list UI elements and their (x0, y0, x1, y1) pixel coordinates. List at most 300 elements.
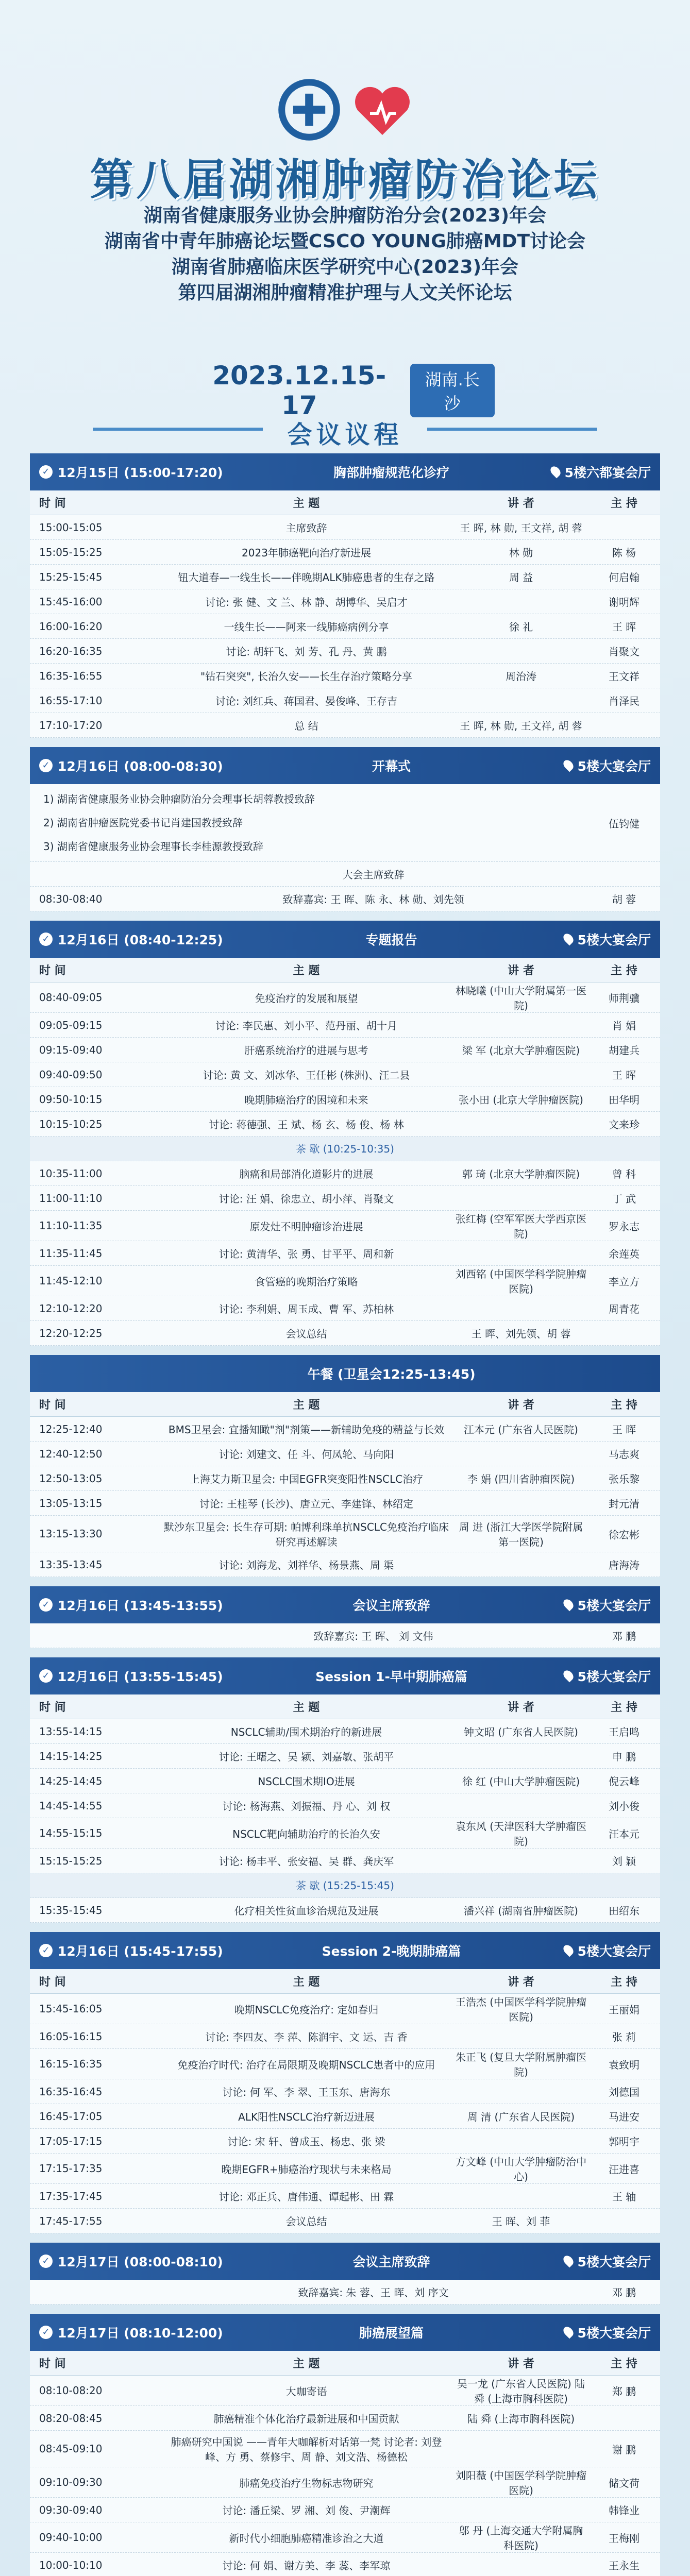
section-date (39, 1667, 287, 1685)
row-speaker: 袁东风 (天津医科大学肿瘤医院) (455, 1820, 587, 1848)
row-topic: 讨论: 黄 文、刘冰华、王任彬 (株洲)、汪二县 (203, 1069, 410, 1081)
row-time: 16:35-16:55 (39, 669, 103, 682)
section-header (30, 453, 660, 490)
table-row (30, 2104, 660, 2129)
subtitle-2: 湖南省中青年肺癌论坛暨CSCO YOUNG肺癌MDT讨论会 (104, 231, 586, 252)
row-speaker: 林 勋 (509, 547, 533, 559)
section (30, 2243, 660, 2304)
row-host: 汪进喜 (609, 2163, 639, 2176)
row-time: 13:05-13:15 (39, 1497, 103, 1510)
row-speaker: 潘兴祥 (湖南省肿瘤医院) (464, 1905, 578, 1917)
row-time: 13:15-13:30 (39, 1528, 103, 1540)
table-row (30, 1112, 660, 1137)
row-time: 15:00-15:05 (39, 521, 103, 534)
center-row (30, 862, 660, 887)
location-icon (548, 465, 562, 479)
table-row (30, 1417, 660, 1442)
row-topic: 晚期肺癌治疗的困境和未来 (244, 1094, 368, 1106)
section-room (496, 463, 651, 481)
section-date (39, 463, 287, 481)
section (30, 2314, 660, 2576)
section-room (496, 2252, 651, 2270)
col-topic: 主 题 (293, 1701, 320, 1714)
table-row (30, 1211, 660, 1241)
section-topic: 会议主席致辞 (352, 1598, 430, 1613)
section-room (496, 1596, 651, 1614)
check-icon: ✓ (39, 1669, 53, 1683)
row-topic: 肺癌研究中国说 ——青年大咖解析对话第一梵 讨论者: 刘登峰、方 勇、蔡修宇、周 静、刘文浩、杨德松 (171, 2436, 442, 2463)
row-time: 12:10-12:20 (39, 1302, 103, 1315)
row-topic: 讨论: 黄清华、张 勇、甘平平、周和新 (218, 1248, 394, 1260)
col-speaker: 讲 者 (508, 964, 534, 977)
row-speaker: 朱正飞 (复旦大学附属肿瘤医院) (455, 2051, 587, 2078)
row-time: 14:25-14:45 (39, 1774, 103, 1787)
location-icon (561, 1943, 575, 1957)
row-host: 储文荷 (609, 2477, 639, 2489)
row-speaker: 王 晖、刘先领、胡 蓉 (471, 1328, 571, 1340)
row-host: 汪本元 (609, 1827, 639, 1840)
row-topic: 会议总结 (285, 1328, 327, 1340)
row-host: 胡 蓉 (612, 893, 636, 906)
section-header (30, 2243, 660, 2280)
row-speaker: 方文峰 (中山大学肿瘤防治中心) (455, 2156, 587, 2183)
section-topic: 开幕式 (372, 759, 411, 774)
section-header (30, 1657, 660, 1694)
city-tag: 湖南.长沙 (410, 364, 495, 417)
row-host: 申 鹏 (612, 1751, 636, 1763)
table-row (30, 2209, 660, 2233)
row-host: 丁 武 (612, 1193, 636, 1205)
row-topic: NSCLC辅助/围术期治疗的新进展 (230, 1726, 382, 1738)
row-time: 15:15-15:25 (39, 1854, 103, 1867)
section-room (496, 1941, 651, 1960)
row-speaker: 周治涛 (506, 670, 536, 683)
row-host: 谢 鹏 (612, 2443, 636, 2456)
section-topic: 会议主席致辞 (352, 2255, 430, 2269)
row-topic: NSCLC围术期IO进展 (258, 1775, 355, 1788)
date-text: 2023.12.15-17 (212, 361, 386, 420)
table-row (30, 1038, 660, 1062)
table-row (30, 2024, 660, 2049)
row-topic: 讨论: 杨丰平、张安福、吴 群、龚庆军 (218, 1855, 394, 1868)
section-header (30, 1932, 660, 1969)
row-speaker: 周 清 (广东省人民医院) (467, 2111, 575, 2123)
row-topic: 讨论: 王曙之、吴 颖、刘嘉敏、张胡平 (218, 1751, 394, 1763)
break-row: 茶 歇 (10:25-10:35) (30, 1137, 660, 1161)
row-topic: ALK阳性NSCLC治疗新迈进展 (238, 2111, 375, 2123)
col-host: 主 持 (611, 1399, 637, 1412)
row-time: 15:05-15:25 (39, 546, 103, 558)
row-time: 10:35-11:00 (39, 1167, 103, 1180)
row-speaker: 吴一龙 (广东省人民医院) 陆 舜 (上海市胸科医院) (457, 2378, 585, 2405)
row-topic: 讨论: 蒋德强、王 斌、杨 玄、杨 俊、杨 林 (209, 1118, 404, 1131)
row-speaker: 刘西铭 (中国医学科学院肿瘤医院) (455, 1268, 587, 1295)
row-time: 16:15-16:35 (39, 2058, 103, 2070)
row-time: 16:45-17:05 (39, 2110, 103, 2123)
row-topic: 会议总结 (285, 2215, 327, 2228)
row-topic: 2023年肺癌靶向治疗新进展 (242, 547, 371, 559)
location-icon (561, 1598, 575, 1612)
row-time: 11:45-12:10 (39, 1275, 103, 1287)
row-speaker: 钟文昭 (广东省人民医院) (464, 1726, 578, 1738)
row-host: 田华明 (609, 1094, 639, 1106)
row-topic: 讨论: 张 健、文 兰、林 静、胡博华、吴启才 (205, 596, 408, 608)
col-speaker: 讲 者 (508, 1976, 534, 1989)
location-icon (561, 2254, 575, 2268)
section-header (30, 1586, 660, 1623)
row-topic: 脑癌和局部消化道影片的进展 (239, 1168, 374, 1180)
section-room (496, 1667, 651, 1685)
room-text: 5楼大宴会厅 (577, 2255, 651, 2269)
row-speaker: 郭 琦 (北京大学肿瘤医院) (462, 1168, 580, 1180)
row-time: 14:15-14:25 (39, 1750, 103, 1762)
row-host: 张乐黎 (609, 1473, 639, 1485)
col-speaker: 讲 者 (508, 1399, 534, 1412)
row-time: 14:55-15:15 (39, 1827, 103, 1839)
table-row (30, 2376, 660, 2406)
row-topic: 讨论: 汪 娟、徐忠立、胡小萍、肖聚文 (218, 1193, 394, 1205)
col-host: 主 持 (611, 1976, 637, 1989)
row-speaker: 徐 红 (中山大学肿瘤医院) (462, 1775, 580, 1788)
table-row (30, 1013, 660, 1038)
row-topic: 晚期EGFR+肺癌治疗现状与未来格局 (221, 2163, 392, 2176)
row-time: 15:35-15:45 (39, 1904, 103, 1917)
room-text: 5楼大宴会厅 (577, 1598, 651, 1613)
row-host: 刘小俊 (609, 1800, 639, 1812)
section (30, 1932, 660, 2233)
row-topic: 肝癌系统治疗的进展与思考 (244, 1044, 368, 1057)
row-host: 王 晖 (612, 1423, 636, 1436)
row-topic: 上海艾力斯卫星会: 中国EGFR突变阳性NSCLC治疗 (189, 1473, 424, 1485)
row-speaker: 周 益 (509, 571, 533, 584)
row-topic: 讨论: 何 军、李 翠、王玉东、唐海东 (222, 2086, 391, 2098)
row-speaker: 邬 丹 (上海交通大学附属胸科医院) (459, 2524, 583, 2552)
center-text: 致辞嘉宾: 王 晖、陈 永、林 勋、刘先领 (282, 893, 464, 906)
row-topic: 讨论: 王桂琴 (长沙)、唐立元、李建锋、林绍定 (199, 1498, 414, 1510)
row-topic: 免疫治疗的发展和展望 (255, 992, 358, 1005)
note-line: 2) 湖南省肿瘤医院党委书记肖建国教授致辞 (43, 817, 243, 829)
row-speaker: 李 娟 (四川省肿瘤医院) (467, 1473, 575, 1485)
row-host: 陈 杨 (612, 547, 636, 559)
row-host: 肖聚文 (609, 646, 639, 658)
room-text: 5楼大宴会厅 (577, 1944, 651, 1959)
row-speaker: 刘阳薇 (中国医学科学院肿瘤医院) (455, 2469, 587, 2497)
row-host: 王 晖 (612, 621, 636, 633)
schedule (30, 453, 660, 2576)
table-row (30, 1744, 660, 1769)
row-time: 09:15-09:40 (39, 1043, 103, 1056)
section-room (496, 2323, 651, 2342)
table-header (30, 490, 660, 515)
row-time: 17:15-17:35 (39, 2162, 103, 2175)
section-date (39, 2323, 287, 2342)
table-row (30, 1818, 660, 1849)
location-icon (561, 758, 575, 772)
row-host: 邓 鹏 (612, 2286, 636, 2299)
table-row (30, 1466, 660, 1491)
section-topic: 胸部肿瘤规范化诊疗 (333, 465, 449, 480)
main-title: 第八届湖湘肿瘤防治论坛 (90, 155, 600, 205)
center-row (30, 1623, 660, 1648)
table-row (30, 1994, 660, 2024)
location-icon (561, 2325, 575, 2339)
note-line: 3) 湖南省健康服务业协会理事长李桂源教授致辞 (43, 840, 263, 853)
row-topic: 晚期NSCLC免疫治疗: 定如春归 (234, 2003, 379, 2016)
table-row (30, 1552, 660, 1577)
row-topic: 化疗相关性贫血诊治规范及进展 (234, 1905, 379, 1917)
row-time: 12:50-13:05 (39, 1472, 103, 1485)
row-speaker: 梁 军 (北京大学肿瘤医院) (462, 1044, 580, 1057)
row-host: 谢明辉 (609, 596, 639, 608)
row-time: 08:40-09:05 (39, 991, 103, 1004)
row-topic: 讨论: 胡轩飞、刘 芳、孔 丹、黄 鹏 (226, 646, 387, 658)
note-line: 1) 湖南省健康服务业协会肿瘤防治分会理事长胡蓉教授致辞 (43, 793, 315, 805)
check-icon: ✓ (39, 1598, 53, 1612)
row-time: 09:40-10:00 (39, 2531, 103, 2544)
check-icon: ✓ (39, 933, 53, 946)
col-time: 时 间 (39, 1399, 66, 1412)
table-row (30, 1241, 660, 1266)
section (30, 921, 660, 1346)
row-time: 08:30-08:40 (39, 892, 103, 905)
row-topic: 肺癌精准个体化治疗最新进展和中国贡献 (213, 2413, 399, 2425)
section-date-text: 12月15日 (15:00-17:20) (58, 465, 223, 480)
row-topic: 新时代小细胞肺癌精准诊治之大道 (229, 2532, 384, 2545)
col-host: 主 持 (611, 1701, 637, 1714)
table-header (30, 1694, 660, 1719)
row-time: 14:45-14:55 (39, 1799, 103, 1812)
row-host: 徐宏彬 (609, 1528, 639, 1541)
row-host: 王梅刚 (609, 2532, 639, 2545)
row-host: 刘 颖 (612, 1855, 636, 1868)
row-topic: 总 结 (294, 720, 318, 732)
col-host: 主 持 (611, 497, 637, 510)
section-header (30, 1355, 660, 1392)
center-text: 致辞嘉宾: 朱 蓉、王 晖、刘 序文 (298, 2286, 449, 2299)
table-row (30, 1296, 660, 1321)
table-row (30, 515, 660, 540)
row-host: 邓 鹏 (612, 1630, 636, 1642)
row-topic: 主席致辞 (285, 522, 327, 534)
table-row (30, 2431, 660, 2467)
table-row (30, 1516, 660, 1552)
table-row (30, 614, 660, 639)
table-row (30, 2522, 660, 2553)
row-time: 12:25-12:40 (39, 1422, 103, 1435)
section-date-text: 12月16日 (15:45-17:55) (58, 1944, 223, 1959)
table-row (30, 1087, 660, 1112)
section (30, 747, 660, 911)
row-host: 李立方 (609, 1275, 639, 1288)
table-row (30, 1062, 660, 1087)
row-topic: 讨论: 刘红兵、蒋国君、晏俊峰、王存吉 (215, 695, 398, 707)
col-time: 时 间 (39, 1976, 66, 1989)
row-speaker: 徐 礼 (509, 621, 533, 633)
table-row (30, 540, 660, 565)
row-host: 王文祥 (609, 670, 639, 683)
row-time: 17:45-17:55 (39, 2214, 103, 2227)
row-host: 王丽娟 (609, 2003, 639, 2016)
row-topic: 讨论: 李四友、李 萍、陈润宇、文 运、吉 香 (205, 2031, 408, 2043)
row-topic: 讨论: 潘丘梁、罗 湘、刘 俊、尹潮辉 (222, 2504, 391, 2517)
row-host: 余莲英 (609, 1248, 639, 1260)
col-time: 时 间 (39, 964, 66, 977)
section-header (30, 2314, 660, 2351)
row-topic: 讨论: 李民惠、刘小平、范丹丽、胡十月 (215, 1020, 398, 1032)
col-topic: 主 题 (293, 1976, 320, 1989)
row-time: 17:10-17:20 (39, 719, 103, 732)
row-topic: 讨论: 宋 轩、曾成玉、杨忠、张 梁 (227, 2136, 385, 2148)
heart-logo-icon (350, 82, 414, 138)
table-row (30, 1769, 660, 1793)
row-host: 韩锋业 (609, 2504, 639, 2517)
row-host: 王启鸣 (609, 1726, 639, 1738)
table-row (30, 589, 660, 614)
col-speaker: 讲 者 (508, 1701, 534, 1714)
row-topic: 讨论: 刘海龙、刘祥华、杨景燕、周 渠 (218, 1559, 394, 1571)
col-topic: 主 题 (293, 964, 320, 977)
row-time: 08:45-09:10 (39, 2443, 103, 2455)
row-topic: 讨论: 何 娟、谢方美、李 蕊、李军琼 (222, 2560, 391, 2572)
row-topic: 讨论: 邓正兵、唐伟通、谭起彬、田 霖 (218, 2191, 394, 2203)
location-icon (561, 932, 575, 946)
check-icon: ✓ (39, 2326, 53, 2339)
row-topic: 讨论: 刘建文、任 斗、何凤轮、马向阳 (218, 1448, 394, 1461)
row-topic: "钻石突突", 长治久安——长生存治疗策略分享 (200, 670, 413, 683)
table-row (30, 2406, 660, 2431)
notes (30, 784, 588, 861)
row-time: 12:20-12:25 (39, 1327, 103, 1340)
row-host: 郭明宇 (609, 2136, 639, 2148)
section-header (30, 921, 660, 958)
table-row (30, 1719, 660, 1744)
row-time: 11:10-11:35 (39, 1219, 103, 1232)
check-icon: ✓ (39, 759, 53, 772)
center-text: 致辞嘉宾: 王 晖、 刘 文伟 (313, 1630, 433, 1642)
subtitle-3: 湖南省肺癌临床医学研究中心(2023)年会 (171, 257, 519, 278)
table-row (30, 2129, 660, 2154)
table-row (30, 713, 660, 738)
section-room (496, 930, 651, 948)
row-time: 11:35-11:45 (39, 1247, 103, 1260)
table-row (30, 664, 660, 688)
row-time: 17:35-17:45 (39, 2190, 103, 2202)
row-host: 何启翰 (609, 571, 639, 584)
section-topic: Session 1-早中期肺癌篇 (315, 1669, 467, 1684)
section (30, 1586, 660, 1648)
section-date-text: 12月17日 (08:00-08:10) (58, 2255, 223, 2269)
row-time: 08:20-08:45 (39, 2412, 103, 2425)
col-host: 主 持 (611, 964, 637, 977)
row-time: 13:35-13:45 (39, 1558, 103, 1571)
row-host: 唐海涛 (609, 1559, 639, 1571)
check-icon: ✓ (39, 1944, 53, 1957)
room-text: 5楼大宴会厅 (577, 1669, 651, 1684)
row-speaker: 周 进 (浙江大学医学院附属第一医院) (459, 1521, 583, 1548)
table-row (30, 2079, 660, 2104)
section (30, 1355, 660, 1577)
row-time: 16:55-17:10 (39, 694, 103, 707)
section-date-text: 12月16日 (08:40-12:25) (58, 933, 223, 947)
row-host: 马进安 (609, 2111, 639, 2123)
row-time: 16:00-16:20 (39, 620, 103, 633)
row-time: 09:10-09:30 (39, 2476, 103, 2488)
notes-row (30, 784, 660, 862)
row-topic: NSCLC靶向辅助治疗的长治久安 (232, 1827, 380, 1840)
col-time: 时 间 (39, 497, 66, 510)
section (30, 453, 660, 738)
row-speaker: 王 晖、刘 菲 (492, 2215, 550, 2228)
row-speaker: 江本元 (广东省人民医院) (464, 1423, 578, 1436)
col-topic: 主 题 (293, 2358, 320, 2370)
check-icon: ✓ (39, 465, 53, 479)
table-row (30, 1793, 660, 1818)
section-topic: Session 2-晚期肺癌篇 (322, 1944, 461, 1959)
association-logo (276, 76, 343, 143)
row-topic: 讨论: 李利娟、周玉成、曹 军、苏柏林 (218, 1303, 394, 1315)
table-row (30, 1491, 660, 1516)
row-host: 倪云峰 (609, 1775, 639, 1788)
section-header (30, 747, 660, 784)
table-row (30, 1186, 660, 1211)
section-topic: 专题报告 (365, 933, 417, 947)
row-time: 13:55-14:15 (39, 1725, 103, 1738)
row-host: 师荆骥 (609, 992, 639, 1005)
row-topic: 肺癌免疫治疗生物标志物研究 (239, 2477, 374, 2489)
row-topic: BMS卫星会: 宜播知瞰"剂"剂策——新辅助免疫的精益与长效 (168, 1423, 445, 1436)
row-topic: 大咖寄语 (285, 2385, 327, 2398)
row-host: 袁致明 (609, 2058, 639, 2071)
table-row (30, 2498, 660, 2522)
row-time: 10:00-10:10 (39, 2558, 103, 2571)
center-row (30, 2280, 660, 2304)
section-date (39, 930, 287, 948)
location-icon (561, 1669, 575, 1683)
row-time: 09:50-10:15 (39, 1093, 103, 1106)
note-host: 伍钧健 (609, 817, 639, 830)
row-speaker: 张小田 (北京大学肿瘤医院) (459, 1094, 583, 1106)
row-topic: 讨论: 杨海燕、刘振福、丹 心、刘 权 (222, 1800, 391, 1812)
row-time: 15:25-15:45 (39, 570, 103, 583)
row-host: 刘德国 (609, 2086, 639, 2098)
row-host: 肖 娟 (612, 1020, 636, 1032)
section-date (39, 1596, 287, 1614)
row-time: 10:15-10:25 (39, 1117, 103, 1130)
row-host: 罗永志 (609, 1220, 639, 1233)
row-topic: 一线生长——阿来一线肺癌病例分享 (224, 621, 389, 633)
table-header (30, 1392, 660, 1417)
room-text: 5楼大宴会厅 (577, 933, 651, 947)
row-host: 田绍东 (609, 1905, 639, 1917)
col-topic: 主 题 (293, 1399, 320, 1412)
room-text: 5楼大宴会厅 (577, 759, 651, 774)
row-time: 08:10-08:20 (39, 2384, 103, 2397)
table-row (30, 2467, 660, 2498)
row-host: 胡建兵 (609, 1044, 639, 1057)
row-time: 17:05-17:15 (39, 2134, 103, 2147)
section-date (39, 756, 287, 775)
row-host: 封元清 (609, 1498, 639, 1510)
section-date-text: 12月16日 (13:55-15:45) (58, 1669, 223, 1684)
col-time: 时 间 (39, 2358, 66, 2370)
row-time: 16:35-16:45 (39, 2085, 103, 2098)
row-speaker: 王浩杰 (中国医学科学院肿瘤医院) (455, 1996, 587, 2023)
row-time: 09:05-09:15 (39, 1019, 103, 1031)
row-topic: 免疫治疗时代: 治疗在局限期及晚期NSCLC患者中的应用 (177, 2058, 435, 2071)
row-host: 文来珍 (609, 1118, 639, 1131)
col-host: 主 持 (611, 2358, 637, 2370)
col-time: 时 间 (39, 1701, 66, 1714)
